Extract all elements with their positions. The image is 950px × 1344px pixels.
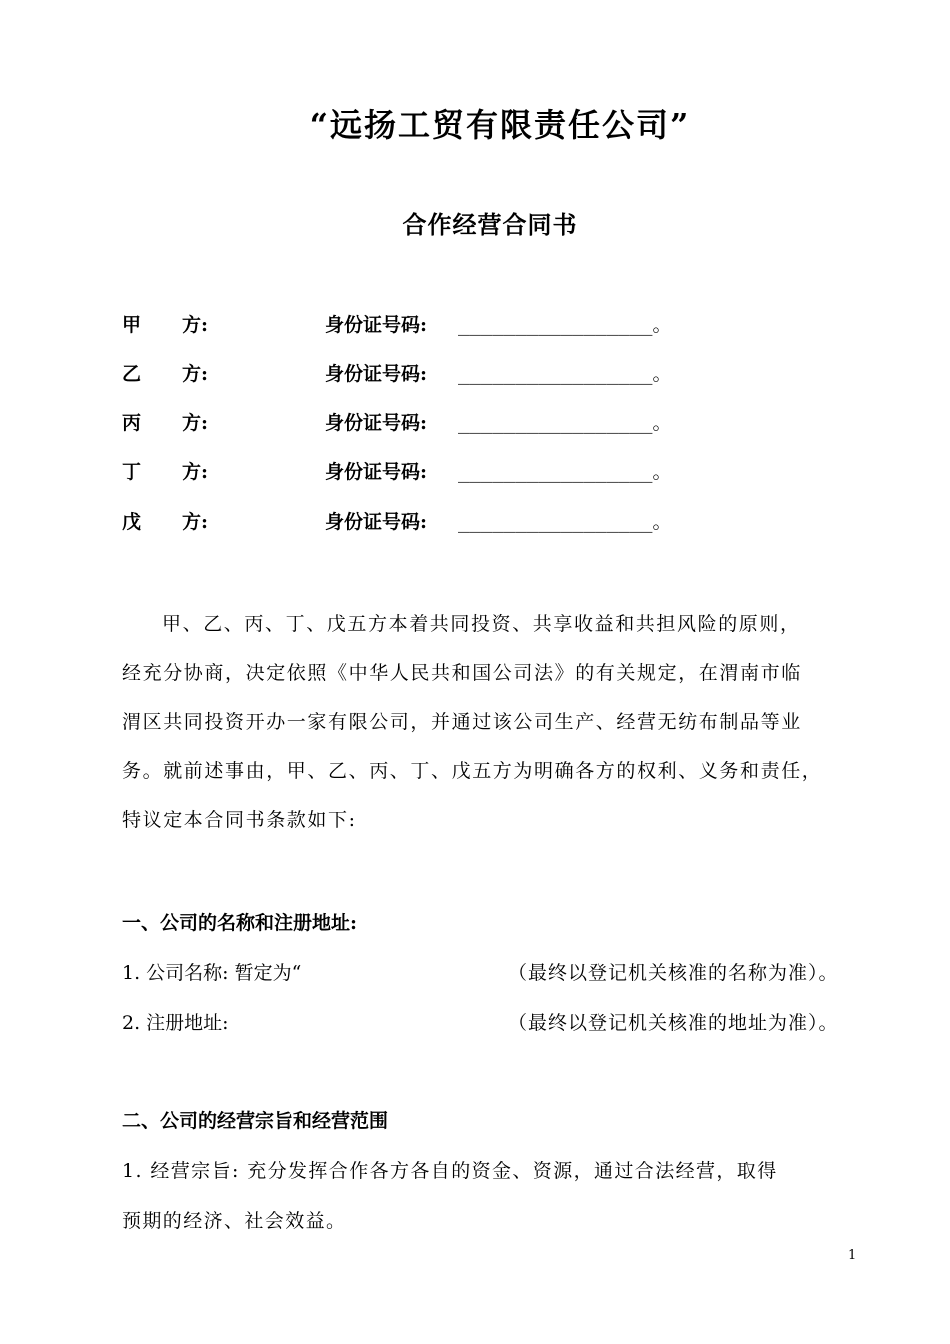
party-name: 丁 [122, 461, 166, 483]
section-heading-2: 二、公司的经营宗旨和经营范围 [122, 1110, 389, 1132]
intro-paragraph [122, 600, 870, 845]
id-number-label: 身份证号码: [325, 461, 428, 483]
party-name: 丙 [122, 412, 166, 434]
id-number-label: 身份证号码: [325, 314, 428, 336]
page-number: 1 [848, 1248, 857, 1263]
party-suffix: 方: [182, 461, 209, 483]
id-number-blank: _________________。 [458, 314, 672, 336]
id-number-blank: _________________。 [458, 461, 672, 483]
party-name: 甲 [122, 314, 166, 336]
id-number-label: 身份证号码: [325, 412, 428, 434]
business-purpose-line-1: 1. 经营宗旨: 充分发挥合作各方各自的资金、资源，通过合法经营，取得 [122, 1160, 778, 1182]
party-name: 乙 [122, 363, 166, 385]
intro-line: 经充分协商，决定依照《中华人民共和国公司法》的有关规定，在渭南市临 [122, 662, 802, 684]
company-name-label: 1. 公司名称: 暂定为“ [122, 962, 302, 984]
company-name-note: （最终以登记机关核准的名称为准）。 [508, 962, 839, 984]
party-suffix: 方: [182, 363, 209, 385]
id-number-blank: _________________。 [458, 412, 672, 434]
document-title: “远扬工贸有限责任公司” [309, 106, 691, 144]
id-number-label: 身份证号码: [325, 511, 428, 533]
section-heading-1: 一、公司的名称和注册地址: [122, 912, 358, 934]
party-row-bing [122, 408, 882, 438]
party-row-yi [122, 359, 882, 389]
registered-address-label: 2. 注册地址: [122, 1012, 229, 1034]
party-row-ding [122, 457, 882, 487]
party-suffix: 方: [182, 412, 209, 434]
intro-line: 甲、乙、丙、丁、戊五方本着共同投资、共享收益和共担风险的原则， [162, 613, 801, 635]
party-name: 戊 [122, 511, 166, 533]
party-row-wu [122, 507, 882, 537]
intro-line: 渭区共同投资开办一家有限公司，并通过该公司生产、经营无纺布制品等业 [122, 711, 802, 733]
document-subtitle: 合作经营合同书 [402, 210, 578, 239]
party-suffix: 方: [182, 511, 209, 533]
party-row-jia [122, 310, 882, 340]
party-suffix: 方: [182, 314, 209, 336]
intro-line: 特议定本合同书条款如下: [122, 809, 357, 831]
business-purpose-line-2: 预期的经济、社会效益。 [122, 1210, 347, 1232]
registered-address-note: （最终以登记机关核准的地址为准）。 [508, 1012, 839, 1034]
intro-line: 务。就前述事由，甲、乙、丙、丁、戊五方为明确各方的权利、义务和责任， [122, 760, 823, 782]
id-number-blank: _________________。 [458, 363, 672, 385]
id-number-blank: _________________。 [458, 511, 672, 533]
id-number-label: 身份证号码: [325, 363, 428, 385]
